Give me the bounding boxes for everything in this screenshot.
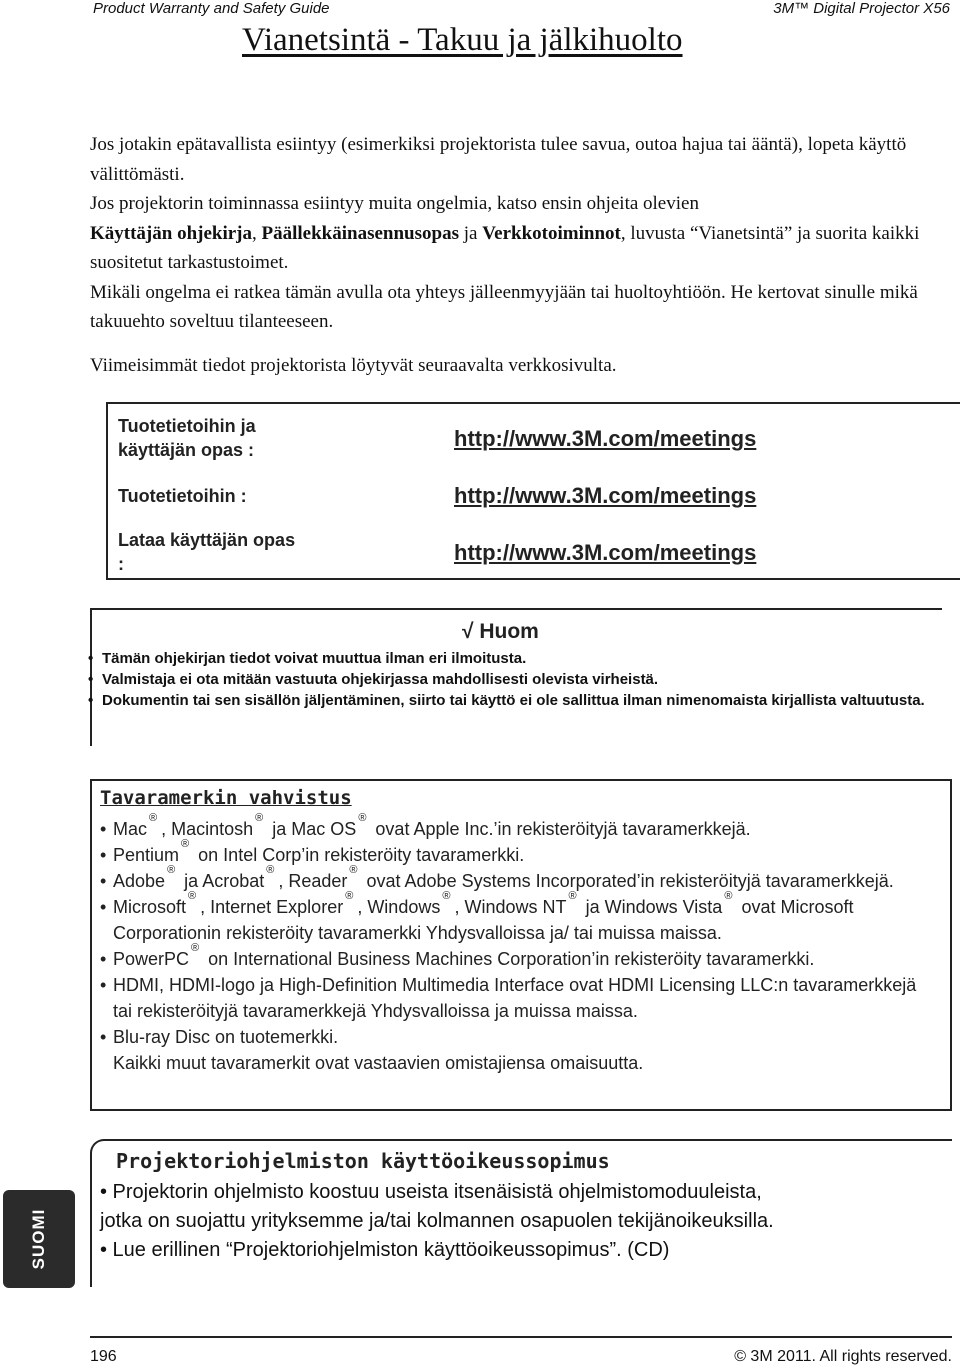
software-line-3: • Lue erillinen “Projektoriohjelmiston käyttöoikeussopimus”. (CD) [100, 1239, 670, 1261]
trademark-item-apple [100, 812, 958, 842]
tm-text: Blu-ray Disc on tuotemerkki. [113, 1027, 339, 1047]
registered-mark: ® [181, 838, 190, 850]
tm-text: , Reader [278, 871, 348, 891]
tm-text: , Internet Explorer [200, 897, 344, 917]
intro-p2-start: Jos projektorin toiminnassa esiintyy muita ongelmia, katso ensin ohjeita olevien [90, 193, 699, 214]
ref-user-manual: Käyttäjän ohjekirja [90, 222, 253, 244]
software-line-1: • Projektorin ohjelmisto koostuu useista itsenäisistä ohjelmistomoduuleista, [100, 1181, 762, 1203]
bullet-icon: • [88, 650, 94, 667]
tm-text: Adobe [113, 871, 166, 891]
registered-mark: ® [188, 890, 197, 902]
tm-text: Pentium [113, 845, 180, 865]
tm-text: ja Windows Vista [580, 897, 723, 917]
intro-sep-1: , [252, 222, 262, 244]
trademark-item-intel [100, 838, 958, 868]
trademarks-list [100, 812, 958, 1076]
running-header-left: Product Warranty and Safety Guide [93, 0, 330, 17]
software-line-2: jotka on suojattu yrityksemme ja/tai kolmannen osapuolen tekijänoikeuksilla. [100, 1210, 774, 1232]
bullet-icon: • [100, 1027, 107, 1047]
note-item-text: Tämän ohjekirjan tiedot voivat muuttua ilman eri ilmoitusta. [102, 650, 527, 667]
intro-paragraph-3: Mikäli ongelma ei ratkea tämän avulla ota yhteys jälleenmyyjään tai huoltoyhtiöön. He kertovat sinulle mikä takuuehto soveltuu tilanteeseen. [90, 281, 918, 332]
ref-network-functions: Verkkotoiminnot [482, 222, 621, 244]
note-item [88, 648, 947, 669]
note-item [88, 690, 947, 711]
registered-mark: ® [266, 864, 275, 876]
tm-text: ovat Adobe Systems Incorporated’in rekisteröityjä tavaramerkkejä. [361, 871, 894, 891]
link-url-download-manual[interactable]: http://www.3M.com/meetings [454, 540, 757, 565]
bullet-icon: • [100, 871, 107, 891]
links-box [106, 402, 960, 580]
link-label-download-manual: Lataa käyttäjän opas : [118, 530, 296, 574]
copyright: © 3M 2011. All rights reserved. [734, 1348, 952, 1365]
bullet-icon: • [100, 949, 107, 969]
ref-overlay-guide: Päällekkäinasennusopas [261, 222, 459, 244]
tm-text: , Macintosh [161, 819, 254, 839]
link-url-product-info[interactable]: http://www.3M.com/meetings [454, 483, 757, 508]
trademark-item-bluray [100, 1024, 958, 1076]
intro-text [90, 130, 935, 380]
note-list [88, 648, 947, 711]
language-tab-label: SUOMI [29, 1208, 48, 1270]
tm-text: ja Acrobat [179, 871, 265, 891]
bullet-icon: • [100, 975, 107, 995]
registered-mark: ® [255, 812, 264, 824]
intro-paragraph-1: Jos jotakin epätavallista esiintyy (esimerkiksi projektorista tulee savua, outoa hajua tai ääntä), lopeta käyttö välittömästi. [90, 134, 907, 185]
software-license-title: Projektoriohjelmiston käyttöoikeussopimus [116, 1149, 610, 1173]
tm-text: Microsoft [113, 897, 187, 917]
trademark-item-microsoft [100, 890, 958, 946]
tm-text: , Windows [357, 897, 441, 917]
tm-text: , Windows NT [454, 897, 567, 917]
trademark-item-ibm [100, 942, 958, 972]
trademarks-title: Tavaramerkin vahvistus [100, 787, 352, 809]
language-tab [3, 1190, 75, 1288]
tm-text: ovat Microsoft Corporationin rekisteröity tavaramerkki Yhdysvalloissa ja/ tai muissa maissa. [113, 897, 854, 943]
intro-paragraph-4: Viimeisimmät tiedot projektorista löytyvät seuraavalta verkkosivulta. [90, 354, 617, 376]
trademarks-box [90, 779, 952, 1111]
page-title: Vianetsintä - Takuu ja jälkihuolto [242, 22, 683, 58]
bullet-icon: • [88, 671, 94, 688]
bullet-icon: • [88, 692, 94, 709]
tm-text: on Intel Corp’in rekisteröity tavaramerkki. [193, 845, 525, 865]
running-header-right: 3M™ Digital Projector X56 [773, 0, 950, 17]
bullet-icon: • [100, 819, 107, 839]
registered-mark: ® [724, 890, 733, 902]
trademark-item-hdmi [100, 972, 938, 1024]
registered-mark: ® [345, 890, 354, 902]
software-license-body [100, 1178, 774, 1265]
note-item [88, 669, 947, 690]
note-item-text: Dokumentin tai sen sisällön jäljentäminen, siirto tai käyttö ei ole sallittua ilman nimenomaista kirjallista valtuutusta. [102, 692, 925, 709]
registered-mark: ® [358, 812, 367, 824]
tm-text: ja Mac OS [267, 819, 357, 839]
link-label-product-info-manual: Tuotetietoihin ja käyttäjän opas : [118, 416, 256, 460]
link-label-product-info: Tuotetietoihin : [118, 486, 247, 506]
note-item-text: Valmistaja ei ota mitään vastuuta ohjekirjassa mahdollisesti olevista virheistä. [102, 671, 659, 688]
tm-text: PowerPC [113, 949, 190, 969]
tm-text: ovat Apple Inc.’in rekisteröityjä tavaramerkkejä. [370, 819, 751, 839]
intro-paragraph-2 [90, 189, 935, 278]
tm-text: HDMI, HDMI-logo ja High-Definition Multimedia Interface ovat HDMI Licensing LLC:n tavaramerkkejä tai rekisteröityjä tavaramerkkejä Yhdysvalloissa ja muissa maissa. [113, 975, 917, 1021]
tm-text: Kaikki muut tavaramerkit ovat vastaavien omistajiensa omaisuutta. [113, 1053, 644, 1073]
bullet-icon: • [100, 897, 107, 917]
link-url-product-info-manual[interactable]: http://www.3M.com/meetings [454, 426, 757, 451]
intro-sep-2: ja [458, 222, 483, 244]
tm-text: on International Business Machines Corporation’in rekisteröity tavaramerkki. [203, 949, 815, 969]
tm-text: Mac [113, 819, 148, 839]
trademark-item-adobe [100, 864, 903, 894]
note-box [90, 608, 942, 746]
registered-mark: ® [167, 864, 176, 876]
registered-mark: ® [191, 942, 200, 954]
note-title: √ Huom [462, 620, 539, 643]
registered-mark: ® [442, 890, 451, 902]
intro-p2-end: , luvusta “Vianetsintä” ja suorita kaikki suositetut tarkastustoimet. [90, 222, 920, 273]
software-license-box [90, 1139, 952, 1287]
page-number: 196 [90, 1348, 117, 1365]
bullet-icon: • [100, 845, 107, 865]
footer-divider [90, 1336, 952, 1338]
registered-mark: ® [149, 812, 158, 824]
registered-mark: ® [349, 864, 358, 876]
registered-mark: ® [568, 890, 577, 902]
